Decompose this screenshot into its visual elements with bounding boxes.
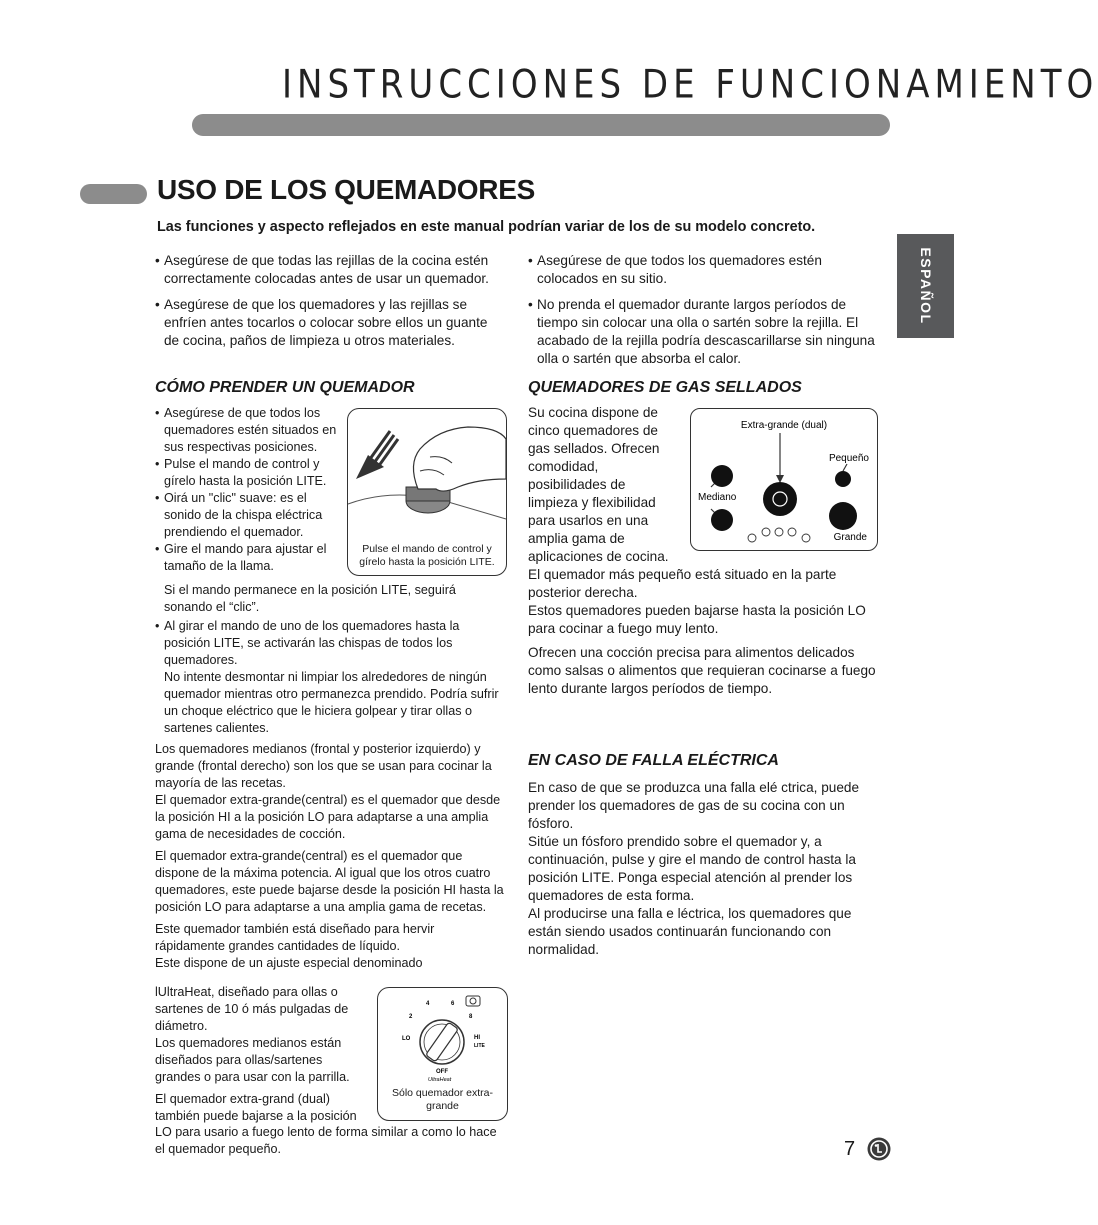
bullet-item: • Gire el mando para ajustar el tamaño de la llama. (155, 541, 345, 575)
label-grande: Grande (833, 532, 867, 543)
como-prender-bullets-top (155, 405, 345, 575)
hand-knob-illustration (348, 409, 506, 541)
intro-right-list (528, 252, 880, 376)
knob-dial-illustration (378, 988, 507, 1088)
page-header-title: INSTRUCCIONES DE FUNCIONAMIENTO (282, 62, 1098, 108)
knob-mark-4: 4 (426, 1001, 430, 1007)
paragraph: Sitúe un fósforo prendido sobre el quemador y, a continuación, pulse y gire el mando de control hasta la posición LITE. Ponga especial atención al prender los quemadores de esta forma. (528, 834, 856, 903)
paragraph: Los quemadores medianos están diseñados para ollas/sartenes grandes o para usar con la parrilla. (155, 1036, 350, 1084)
knob-label-ultraheat: UltraHeat (428, 1077, 452, 1083)
paragraph: Su cocina dispone de cinco quemadores de gas sellados. Ofrecen comodidad, posibilidades de limpieza y flexibilidad para usarlos en una amplia gama de aplicaciones de cocina. (528, 405, 669, 564)
paragraph: El quemador extra-grand (dual) también puede bajarse a la posición (155, 1092, 357, 1123)
knob-press-figure (347, 408, 507, 576)
knob-mark-6: 6 (451, 1001, 455, 1007)
lg-logo-icon (867, 1137, 891, 1161)
page-number: 7 (844, 1138, 856, 1160)
burner-front-right (829, 502, 857, 530)
paragraph: El quemador extra-grande(central) es el quemador que dispone de la máxima potencia. Al igual que los otros cuatro quemadores, este puede bajarse desde la posición HI hasta la posición LO para adaptarse a una amplia gama de recetas. (155, 849, 504, 914)
heading-falla-electrica: EN CASO DE FALLA ELÉCTRICA (528, 752, 779, 769)
knob-label-lo: LO (402, 1036, 411, 1042)
como-prender-body-narrow (155, 984, 365, 1125)
paragraph: Este dispone de un ajuste especial denominado (155, 956, 423, 970)
language-tab (897, 234, 954, 338)
como-prender-body (155, 582, 505, 972)
section-title: USO DE LOS QUEMADORES (157, 174, 535, 205)
knob-press-caption: Pulse el mando de control y gírelo hasta la posición LITE. (359, 543, 495, 568)
label-extra-grande: Extra-grande (dual) (740, 420, 828, 431)
como-prender-body-end (155, 1124, 505, 1158)
paragraph: En caso de que se produzca una falla elé ctrica, puede prender los quemadores de gas de su cocina con un fósforo. (528, 780, 860, 831)
knob-label-off: OFF (436, 1069, 448, 1075)
knob-mark-2: 2 (409, 1014, 413, 1020)
language-tab-label: ESPAÑOL (917, 247, 934, 325)
bullet-item: • Al girar el mando de uno de los quemadores hasta la posición LITE, se activarán las chispas de todos los quemadores. (155, 618, 505, 669)
burner-rear-left (711, 465, 733, 487)
section-marker (80, 184, 147, 204)
knob-dial-caption: Sólo quemador extra-grande (392, 1087, 493, 1112)
bullet-item: • Asegúrese de que todos los quemadores estén situados en sus respectivas posiciones. (155, 405, 345, 456)
burner-layout-illustration (691, 409, 877, 550)
burner-layout-diagram (690, 408, 878, 551)
header-bar (192, 114, 890, 136)
falla-body (528, 779, 878, 959)
heading-sellados: QUEMADORES DE GAS SELLADOS (528, 379, 802, 396)
label-mediano: Mediano (698, 492, 737, 503)
knob-mark-8: 8 (469, 1014, 473, 1020)
paragraph: El quemador extra-grande(central) es el quemador que desde la posición HI a la posición LO para adaptarse a una amplia gama de necesidades de cocción. (155, 793, 501, 841)
paragraph: Ofrecen una cocción precisa para alimentos delicados como salsas o alimentos que requieran cocinarse a fuego lento durante largos períodos de tiempo. (528, 645, 876, 696)
burner-front-left (711, 509, 733, 531)
warning-text: No intente desmontar ni limpiar los alrededores de ningún quemador mientras otro permanezca prendido. Podría sufrir un choque eléctrico que le hiciera golpear y tirar ollas o sartenes calientes. (164, 670, 499, 735)
paragraph: Estos quemadores pueden bajarse hasta la posición LO para cocinar a fuego muy lento. (528, 603, 866, 636)
paragraph: lUltraHeat, diseñado para ollas o sartenes de 10 ó más pulgadas de diámetro. (155, 985, 349, 1033)
paragraph: Este quemador también está diseñado para hervir rápidamente grandes cantidades de líquido. (155, 922, 435, 953)
press-arrow-icon (356, 431, 398, 479)
label-pequeno: Pequeño (828, 453, 869, 464)
burner-rear-right (835, 471, 851, 487)
paragraph: El quemador más pequeño está situado en la parte posterior derecha. (528, 567, 837, 600)
paragraph: Al producirse una falla e léctrica, los quemadores que están siendo usados continuarán funcionando con normalidad. (528, 906, 852, 957)
paragraph: Los quemadores medianos (frontal y posterior izquierdo) y grande (frontal derecho) son los que se usan para cocinar la mayoría de las recetas. (155, 742, 492, 790)
knob-dial-figure (377, 987, 508, 1121)
paragraph: LO para usario a fuego lento de forma similar a como lo hace el quemador pequeño. (155, 1125, 497, 1156)
sellados-intro (528, 404, 678, 566)
ultraheat-icon (466, 996, 480, 1006)
intro-right-item: • No prenda el quemador durante largos períodos de tiempo sin colocar una olla o sartén sobre la rejilla. El acabado de la rejilla podría descascarillarse sin ninguna olla o sartén que absorba el calor. (528, 296, 880, 368)
intro-left-list (155, 252, 490, 358)
section-subtitle: Las funciones y aspecto reflejados en este manual podrían variar de los de su modelo concreto. (157, 219, 816, 235)
intro-left-item: • Asegúrese de que todas las rejillas de la cocina estén correctamente colocadas antes de usar un quemador. (155, 252, 490, 288)
intro-right-item: • Asegúrese de que todos los quemadores estén colocados en su sitio. (528, 252, 880, 288)
intro-left-item: • Asegúrese de que los quemadores y las rejillas se enfríen antes tocarlos o colocar sobre ellos un guante de cocina, paños de limpieza u otros materiales. (155, 296, 490, 350)
bullet-item: • Pulse el mando de control y gírelo hasta la posición LITE. (155, 456, 345, 490)
bullet-item: • Oirá un "clic" suave: es el sonido de la chispa eléctrica prendiendo el quemador. (155, 490, 345, 541)
heading-como-prender: CÓMO PRENDER UN QUEMADOR (155, 379, 415, 396)
bullet-continuation: Si el mando permanece en la posición LITE, seguirá sonando el “clic”. (164, 583, 456, 614)
knob-label-hi: HI (474, 1035, 480, 1041)
knob-label-lite: LITE (474, 1043, 485, 1049)
sellados-body (528, 566, 878, 698)
